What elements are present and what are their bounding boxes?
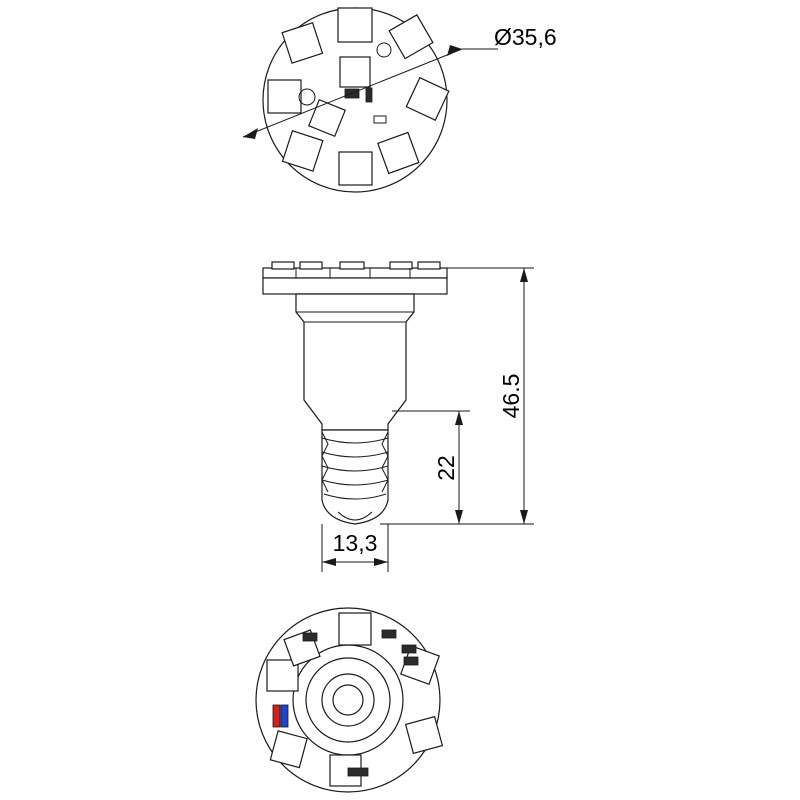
smd-component	[303, 633, 317, 641]
polarity-marker-blue	[281, 705, 288, 727]
leader-arrow	[243, 128, 258, 139]
dim-arrow	[322, 558, 336, 566]
led-pad	[339, 152, 372, 185]
side-view	[263, 262, 534, 572]
led-bump	[340, 262, 364, 269]
smd-component	[366, 88, 372, 102]
led-bump	[300, 262, 322, 269]
dim-arrow	[455, 510, 463, 524]
smd-component	[404, 657, 418, 665]
dim-arrow	[520, 268, 528, 282]
bottom-view	[256, 608, 442, 792]
dimension-base-height	[380, 411, 470, 524]
dim-arrow	[455, 411, 463, 425]
polarity-marker-red	[273, 705, 280, 727]
dimension-base-diameter-text: 13,3	[332, 530, 378, 556]
dim-arrow	[374, 558, 388, 566]
side-view-housing	[296, 294, 414, 430]
side-view-screw-base	[322, 430, 388, 524]
led-bump	[272, 262, 294, 269]
dimension-base-height-text: 22	[433, 455, 459, 481]
leader-arrow	[447, 45, 462, 56]
smd-component	[402, 645, 416, 653]
smd-component	[348, 768, 368, 776]
smd-component	[382, 630, 396, 638]
dimension-total-height-text: 46.5	[498, 373, 524, 419]
side-view-pcb-body	[263, 278, 447, 294]
dim-arrow	[520, 510, 528, 524]
dimension-base-diameter	[322, 524, 388, 572]
top-view	[243, 8, 557, 192]
led-pad	[268, 80, 301, 113]
led-bump	[418, 262, 440, 269]
led-pad-center	[340, 57, 370, 87]
dimension-diameter-text: Ø35,6	[494, 24, 557, 50]
led-pad	[339, 613, 371, 645]
led-bump	[390, 262, 412, 269]
led-pad	[338, 8, 372, 42]
